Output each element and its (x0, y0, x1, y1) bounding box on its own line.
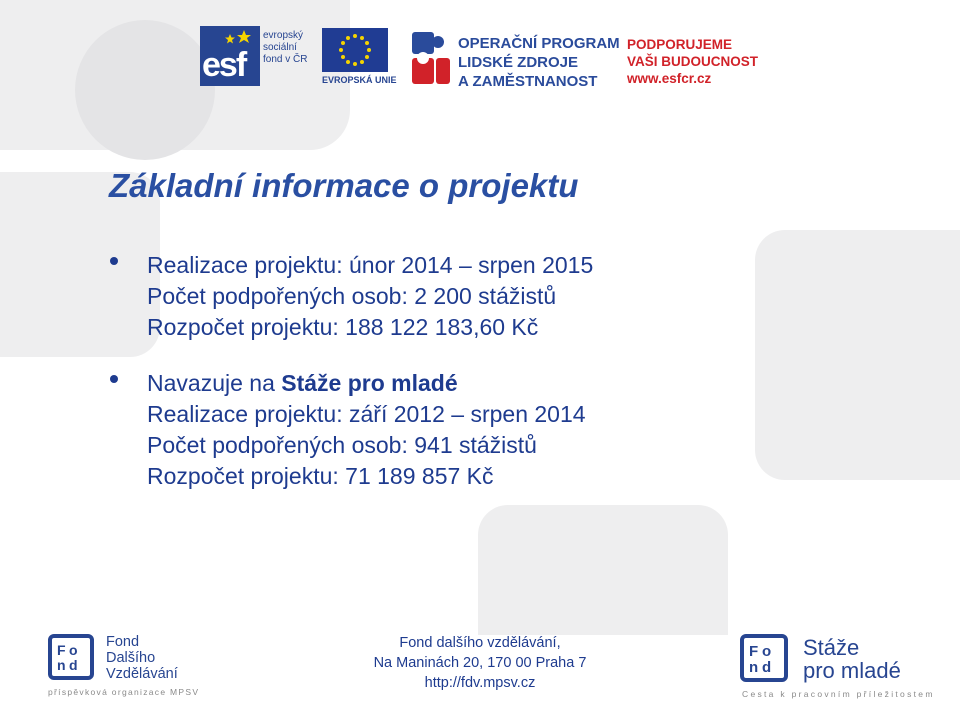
programme-line: OPERAČNÍ PROGRAM (458, 35, 620, 52)
esf-line: sociální (263, 42, 297, 53)
support-line: PODPORUJEME (627, 37, 733, 52)
svg-text:F: F (57, 642, 66, 658)
bullet-bold-project: Stáže pro mladé (281, 370, 458, 396)
esf-logo-text (263, 30, 307, 66)
page-title: Základní informace o projektu (109, 167, 579, 204)
bullet-line: Rozpočet projektu: 71 189 857 Kč (147, 463, 494, 489)
fdv-word: Fond (106, 634, 140, 650)
fdv-word: Vzdělávání (106, 666, 178, 682)
fdv-logo-words (106, 634, 178, 682)
esf-mark: esf (202, 46, 246, 84)
esf-line: fond v ČR (263, 54, 308, 65)
svg-text:n: n (749, 659, 759, 675)
esf-line: evropský (263, 30, 304, 41)
programme-line: LIDSKÉ ZDROJE (458, 54, 579, 71)
bullet-icon (110, 375, 118, 383)
bullet-line: Počet podpořených osob: 2 200 stážistů (147, 283, 557, 309)
support-slogan (627, 36, 758, 87)
svg-text:d: d (69, 657, 78, 673)
background-shape (478, 505, 728, 635)
header-logos (0, 0, 960, 100)
bullet-list (110, 250, 750, 517)
bullet-line: Rozpočet projektu: 188 122 183,60 Kč (147, 314, 539, 340)
address-line: Na Maninách 20, 170 00 Praha 7 (373, 655, 587, 671)
svg-text:o: o (762, 643, 772, 660)
spm-logo (740, 634, 940, 704)
background-shape (755, 230, 960, 480)
spm-logo-subtitle: Cesta k pracovním příležitostem (742, 689, 935, 699)
spm-word: Stáže (803, 635, 860, 660)
svg-text:o: o (69, 642, 78, 658)
list-item (110, 368, 750, 492)
svg-text:n: n (57, 657, 66, 673)
bullet-line: Počet podpořených osob: 941 stážistů (147, 432, 537, 458)
svg-text:d: d (762, 659, 772, 675)
support-line: VAŠI BUDOUCNOST (627, 54, 759, 69)
address-line: Fond dalšího vzdělávání, (399, 635, 561, 651)
programme-name (458, 34, 620, 91)
fdv-logo-icon (48, 634, 94, 680)
support-url[interactable]: www.esfcr.cz (627, 71, 712, 86)
bullet-icon (110, 257, 118, 265)
bullet-line: Realizace projektu: únor 2014 – srpen 2015 (147, 252, 594, 278)
footer-address (330, 633, 630, 693)
eu-flag-icon (322, 28, 388, 72)
address-url[interactable]: http://fdv.mpsv.cz (424, 675, 536, 691)
svg-text:F: F (749, 643, 759, 660)
spm-logo-icon (740, 634, 788, 682)
programme-line: A ZAMĚSTNANOST (458, 73, 598, 90)
eu-logo (322, 28, 397, 88)
bullet-line: Realizace projektu: září 2012 – srpen 2014 (147, 401, 586, 427)
eu-label: EVROPSKÁ UNIE (322, 75, 397, 85)
op-puzzle-icon (410, 30, 452, 88)
list-item (110, 250, 750, 343)
spm-logo-words (803, 636, 901, 682)
bullet-line (147, 368, 750, 399)
fdv-logo (48, 634, 198, 704)
bullet-prefix: Navazuje na (147, 370, 282, 396)
spm-word: pro mladé (803, 658, 901, 683)
esf-logo (200, 26, 315, 88)
fdv-word: Dalšího (106, 650, 156, 666)
esf-logo-icon (200, 26, 260, 86)
fdv-logo-subtitle: příspěvková organizace MPSV (48, 687, 200, 697)
